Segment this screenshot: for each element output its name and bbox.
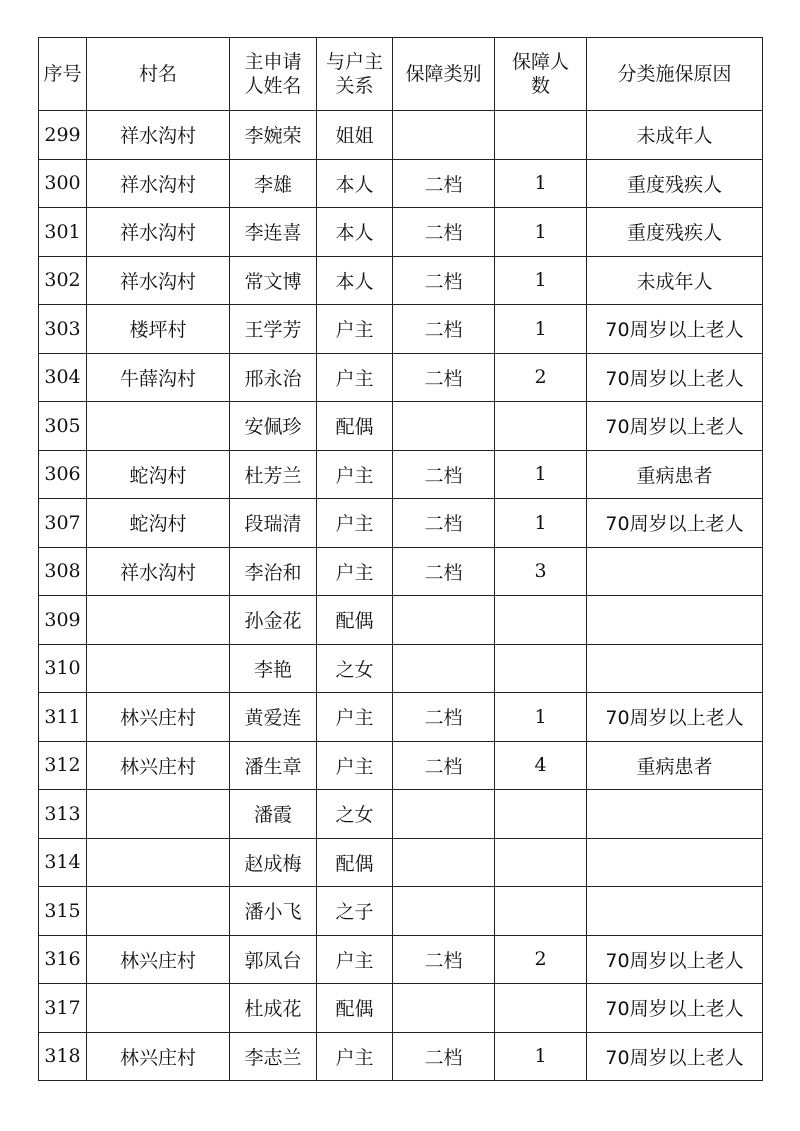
- serial-cell: 308: [39, 547, 87, 596]
- relation-cell: 本人: [317, 256, 393, 305]
- category-cell: [393, 402, 495, 451]
- category-cell: 二档: [393, 547, 495, 596]
- relation-cell: 户主: [317, 1032, 393, 1081]
- reason-cell: 重度残疾人: [587, 159, 763, 208]
- serial-cell: 303: [39, 305, 87, 354]
- serial-cell: 306: [39, 450, 87, 499]
- relation-cell: 户主: [317, 935, 393, 984]
- category-cell: 二档: [393, 1032, 495, 1081]
- count-cell: 1: [495, 208, 587, 257]
- village-cell: 祥水沟村: [87, 208, 230, 257]
- category-cell: 二档: [393, 256, 495, 305]
- serial-cell: 316: [39, 935, 87, 984]
- table-row: [39, 353, 763, 402]
- reason-cell: 70周岁以上老人: [587, 693, 763, 742]
- reason-cell: 重病患者: [587, 741, 763, 790]
- village-cell: 祥水沟村: [87, 159, 230, 208]
- reason-cell: 70周岁以上老人: [587, 353, 763, 402]
- village-cell: 祥水沟村: [87, 547, 230, 596]
- reason-cell: 70周岁以上老人: [587, 499, 763, 548]
- count-cell: 1: [495, 1032, 587, 1081]
- reason-cell: 未成年人: [587, 111, 763, 160]
- table-row: [39, 741, 763, 790]
- table-row: [39, 887, 763, 936]
- reason-cell: 70周岁以上老人: [587, 984, 763, 1033]
- count-cell: 3: [495, 547, 587, 596]
- category-cell: 二档: [393, 208, 495, 257]
- applicant-cell: 李艳: [230, 644, 317, 693]
- count-cell: [495, 887, 587, 936]
- category-cell: [393, 838, 495, 887]
- table-row: [39, 790, 763, 839]
- category-cell: 二档: [393, 353, 495, 402]
- table-row: [39, 402, 763, 451]
- relation-cell: 之女: [317, 790, 393, 839]
- reason-cell: 70周岁以上老人: [587, 305, 763, 354]
- relation-cell: 配偶: [317, 402, 393, 451]
- header-relation: 与户主 关系: [317, 38, 393, 111]
- table-row: [39, 159, 763, 208]
- relation-cell: 户主: [317, 693, 393, 742]
- applicant-cell: 王学芳: [230, 305, 317, 354]
- category-cell: 二档: [393, 499, 495, 548]
- village-cell: 祥水沟村: [87, 256, 230, 305]
- applicant-cell: 杜芳兰: [230, 450, 317, 499]
- reason-cell: [587, 596, 763, 645]
- category-cell: 二档: [393, 935, 495, 984]
- category-cell: 二档: [393, 693, 495, 742]
- table-row: [39, 450, 763, 499]
- serial-cell: 299: [39, 111, 87, 160]
- reason-cell: 70周岁以上老人: [587, 1032, 763, 1081]
- relation-cell: 户主: [317, 353, 393, 402]
- village-cell: 楼坪村: [87, 305, 230, 354]
- reason-cell: [587, 547, 763, 596]
- count-cell: [495, 790, 587, 839]
- reason-cell: [587, 790, 763, 839]
- relation-cell: 之子: [317, 887, 393, 936]
- relation-cell: 户主: [317, 741, 393, 790]
- reason-cell: 70周岁以上老人: [587, 402, 763, 451]
- reason-cell: [587, 644, 763, 693]
- applicant-cell: 潘生章: [230, 741, 317, 790]
- category-cell: 二档: [393, 741, 495, 790]
- header-category: 保障类别: [393, 38, 495, 111]
- category-cell: [393, 596, 495, 645]
- header-serial: 序号: [39, 38, 87, 111]
- serial-cell: 310: [39, 644, 87, 693]
- relation-cell: 配偶: [317, 984, 393, 1033]
- serial-cell: 304: [39, 353, 87, 402]
- serial-cell: 318: [39, 1032, 87, 1081]
- serial-cell: 302: [39, 256, 87, 305]
- count-cell: 1: [495, 305, 587, 354]
- serial-cell: 312: [39, 741, 87, 790]
- serial-cell: 307: [39, 499, 87, 548]
- category-cell: [393, 644, 495, 693]
- applicant-cell: 李志兰: [230, 1032, 317, 1081]
- relation-cell: 配偶: [317, 596, 393, 645]
- applicant-cell: 郭凤台: [230, 935, 317, 984]
- applicant-cell: 安佩珍: [230, 402, 317, 451]
- table-row: [39, 596, 763, 645]
- relation-cell: 之女: [317, 644, 393, 693]
- count-cell: 2: [495, 935, 587, 984]
- category-cell: [393, 984, 495, 1033]
- count-cell: 1: [495, 450, 587, 499]
- reason-cell: 重病患者: [587, 450, 763, 499]
- header-village: 村名: [87, 38, 230, 111]
- count-cell: 1: [495, 499, 587, 548]
- village-cell: 牛薛沟村: [87, 353, 230, 402]
- village-cell: [87, 984, 230, 1033]
- village-cell: [87, 838, 230, 887]
- applicant-cell: 李治和: [230, 547, 317, 596]
- applicant-cell: 段瑞清: [230, 499, 317, 548]
- village-cell: [87, 596, 230, 645]
- serial-cell: 305: [39, 402, 87, 451]
- serial-cell: 317: [39, 984, 87, 1033]
- relation-cell: 配偶: [317, 838, 393, 887]
- count-cell: [495, 984, 587, 1033]
- table-body: [39, 111, 763, 1081]
- applicant-cell: 潘霞: [230, 790, 317, 839]
- serial-cell: 311: [39, 693, 87, 742]
- category-cell: [393, 790, 495, 839]
- applicant-cell: 李连喜: [230, 208, 317, 257]
- header-row: [39, 38, 763, 111]
- village-cell: 蛇沟村: [87, 450, 230, 499]
- serial-cell: 314: [39, 838, 87, 887]
- reason-cell: 未成年人: [587, 256, 763, 305]
- count-cell: [495, 111, 587, 160]
- village-cell: [87, 402, 230, 451]
- table-row: [39, 111, 763, 160]
- applicant-cell: 潘小飞: [230, 887, 317, 936]
- serial-cell: 313: [39, 790, 87, 839]
- relation-cell: 姐姐: [317, 111, 393, 160]
- village-cell: [87, 887, 230, 936]
- village-cell: 林兴庄村: [87, 693, 230, 742]
- serial-cell: 315: [39, 887, 87, 936]
- applicant-cell: 常文博: [230, 256, 317, 305]
- table-row: [39, 984, 763, 1033]
- village-cell: 蛇沟村: [87, 499, 230, 548]
- header-reason: 分类施保原因: [587, 38, 763, 111]
- village-cell: 祥水沟村: [87, 111, 230, 160]
- count-cell: 1: [495, 256, 587, 305]
- count-cell: 2: [495, 353, 587, 402]
- table-row: [39, 547, 763, 596]
- applicant-cell: 杜成花: [230, 984, 317, 1033]
- table-row: [39, 208, 763, 257]
- relation-cell: 户主: [317, 450, 393, 499]
- relation-cell: 户主: [317, 547, 393, 596]
- category-cell: 二档: [393, 305, 495, 354]
- table-row: [39, 499, 763, 548]
- reason-cell: [587, 887, 763, 936]
- count-cell: 4: [495, 741, 587, 790]
- village-cell: [87, 644, 230, 693]
- table-row: [39, 305, 763, 354]
- relation-cell: 户主: [317, 305, 393, 354]
- table-row: [39, 256, 763, 305]
- village-cell: 林兴庄村: [87, 1032, 230, 1081]
- reason-cell: 70周岁以上老人: [587, 935, 763, 984]
- applicant-cell: 黄爱连: [230, 693, 317, 742]
- village-cell: 林兴庄村: [87, 935, 230, 984]
- category-cell: 二档: [393, 450, 495, 499]
- table-row: [39, 838, 763, 887]
- applicant-cell: 邢永治: [230, 353, 317, 402]
- village-cell: 林兴庄村: [87, 741, 230, 790]
- header-applicant: 主申请 人姓名: [230, 38, 317, 111]
- applicant-cell: 赵成梅: [230, 838, 317, 887]
- header-count: 保障人 数: [495, 38, 587, 111]
- table-row: [39, 1032, 763, 1081]
- count-cell: [495, 402, 587, 451]
- reason-cell: [587, 838, 763, 887]
- applicant-cell: 李雄: [230, 159, 317, 208]
- table-row: [39, 693, 763, 742]
- serial-cell: 309: [39, 596, 87, 645]
- count-cell: [495, 644, 587, 693]
- table-row: [39, 644, 763, 693]
- category-cell: [393, 111, 495, 160]
- serial-cell: 301: [39, 208, 87, 257]
- relation-cell: 本人: [317, 159, 393, 208]
- assistance-table: [38, 37, 763, 1081]
- count-cell: 1: [495, 693, 587, 742]
- category-cell: [393, 887, 495, 936]
- relation-cell: 户主: [317, 499, 393, 548]
- reason-cell: 重度残疾人: [587, 208, 763, 257]
- applicant-cell: 李婉荣: [230, 111, 317, 160]
- village-cell: [87, 790, 230, 839]
- count-cell: [495, 596, 587, 645]
- serial-cell: 300: [39, 159, 87, 208]
- category-cell: 二档: [393, 159, 495, 208]
- count-cell: 1: [495, 159, 587, 208]
- table-row: [39, 935, 763, 984]
- relation-cell: 本人: [317, 208, 393, 257]
- applicant-cell: 孙金花: [230, 596, 317, 645]
- count-cell: [495, 838, 587, 887]
